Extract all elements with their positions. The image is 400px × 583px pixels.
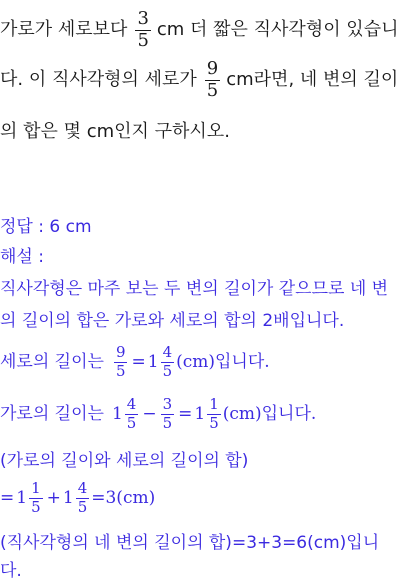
mixed-number: 1 $\frac{4}{5}$ — [147, 342, 173, 380]
mixed-number: 1 $\frac{4}{5}$ — [62, 478, 88, 516]
explanation-label: 해설 : — [0, 246, 44, 267]
fraction: $\frac{9}{5}$ — [115, 342, 126, 380]
fraction: $\frac{3}{5}$ — [137, 7, 149, 51]
sum-label: (가로의 길이와 세로의 길이의 합) — [0, 450, 249, 471]
question-text: cm 더 짧은 직사각형이 있습니 — [156, 19, 399, 40]
sum-line: = 1 $\frac{1}{5}$ + 1 $\frac{4}{5}$ =3(cm) — [0, 478, 156, 516]
fraction: $\frac{3}{5}$ — [162, 394, 173, 432]
width-line: 가로의 길이는 1 $\frac{4}{5}$ − $\frac{3}{5}$ = 1 $\frac{1}{5}$ (cm)입니다. — [0, 394, 317, 432]
explanation-line-2: 의 길이의 합은 가로와 세로의 합의 2배입니다. — [0, 310, 345, 331]
question-line-3: 의 합은 몇 cm인지 구하시오. — [0, 121, 230, 142]
answer-label: 정답 : 6 cm — [0, 216, 92, 237]
height-line: 세로의 길이는 $\frac{9}{5}$ = 1 $\frac{4}{5}$ (cm)입니다. — [0, 342, 270, 380]
final-line-1: (직사각형의 네 변의 길이의 합)=3+3=6(cm)입니 — [0, 532, 380, 553]
question-text: cm라면, 네 변의 길이 — [226, 69, 399, 90]
question-text: 가로가 세로보다 — [0, 19, 128, 40]
explanation-line-1: 직사각형은 마주 보는 두 변의 길이가 같으므로 네 변 — [0, 278, 389, 299]
final-line-2: 다. — [0, 560, 22, 581]
mixed-number: 1 $\frac{1}{5}$ — [194, 394, 219, 432]
question-line-2 — [0, 56, 398, 104]
mixed-number: 1 $\frac{4}{5}$ — [111, 394, 137, 432]
question-text: 다. 이 직사각형의 세로가 — [0, 69, 197, 90]
mixed-number: 1 $\frac{1}{5}$ — [16, 478, 41, 516]
question-line-1 — [0, 6, 398, 54]
fraction: $\frac{9}{5}$ — [206, 57, 219, 101]
